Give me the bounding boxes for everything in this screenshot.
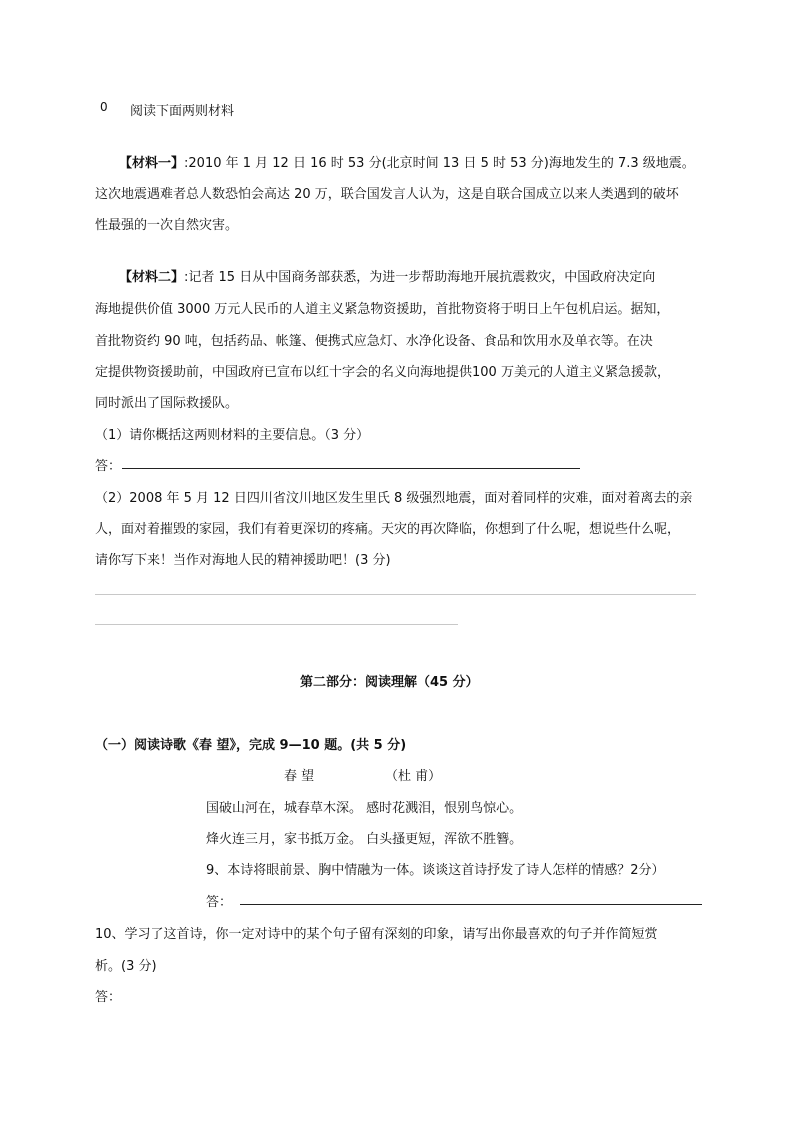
material2-line4: 定提供物资援助前，中国政府已宣布以红十字会的名义向海地提供100 万美元的人道主义紧急援款， [95,365,670,380]
material2-line2: 海地提供价值 3000 万元人民币的人道主义紧急物资援助，首批物资将于明日上午包机启运。据知， [95,302,670,317]
material2-line3: 首批物资约 90 吨，包括药品、帐篷、便携式应急灯、水净化设备、食品和饮用水及单衣等。在决 [95,334,653,349]
q1-answer-label: 答： [95,459,122,474]
material2-label: 【材料二】 [119,270,185,285]
poem-line2: 烽火连三月，家书抵万金。 白头搔更短，浑欲不胜簪。 [206,832,523,847]
q10-line2: 析。(3 分) [95,959,157,974]
part2-title: 第二部分：阅读理解（45 分） [300,675,479,690]
material2-line1 [119,266,655,285]
q2-answer-rule-2[interactable] [95,624,458,625]
poem-line1: 国破山河在，城春草木深。 感时花溅泪，恨别鸟惊心。 [206,801,523,816]
material1-line3: 性最强的一次自然灾害。 [95,218,239,233]
material1-label: 【材料一】 [119,156,185,171]
material1-line1 [119,152,695,171]
material1-line2: 这次地震遇难者总人数恐怕会高达 20 万，联合国发言人认为，这是自联合国成立以来人类遇到的破坏 [95,187,679,202]
poem-title: 春 望 [284,769,315,784]
q10-line1: 10、学习了这首诗，你一定对诗中的某个句子留有深刻的印象，请写出你最喜欢的句子并作简短赏 [95,927,658,942]
intro-marker: 0 [100,100,108,114]
material2-line5: 同时派出了国际救援队。 [95,396,239,411]
q2-answer-rule-1[interactable] [95,594,696,595]
poem-author: （杜 甫） [385,769,442,784]
intro-text: 阅读下面两则材料 [130,104,235,119]
q9-answer-line[interactable] [240,904,702,905]
q2-line3: 请你写下来！当作对海地人民的精神援助吧！(3 分) [95,553,391,568]
material2-text1: :记者 15 日从中国商务部获悉，为进一步帮助海地开展抗震救灾，中国政府决定向 [184,270,656,285]
q1-prompt: （1）请你概括这两则材料的主要信息。（3 分） [95,428,370,443]
q9-answer-label: 答： [206,895,233,910]
section1-heading: （一）阅读诗歌《春 望》，完成 9—10 题。(共 5 分) [95,738,407,753]
q9-prompt: 9、本诗将眼前景、胸中情融为一体。谈谈这首诗抒发了诗人怎样的情感？2分） [206,863,665,878]
q2-line1: （2）2008 年 5 月 12 日四川省汶川地区发生里氏 8 级强烈地震，面对着同样的灾难，面对着离去的亲 [95,491,693,506]
q1-answer-line[interactable] [122,468,580,469]
q10-answer-label: 答： [95,990,122,1005]
material1-text1: :2010 年 1 月 12 日 16 时 53 分(北京时间 13 日 5 时 53 分)海地发生的 7.3 级地震。 [184,156,695,171]
q2-line2: 人，面对着摧毁的家园，我们有着更深切的疼痛。天灾的再次降临，你想到了什么呢，想说些什么呢， [95,522,681,537]
